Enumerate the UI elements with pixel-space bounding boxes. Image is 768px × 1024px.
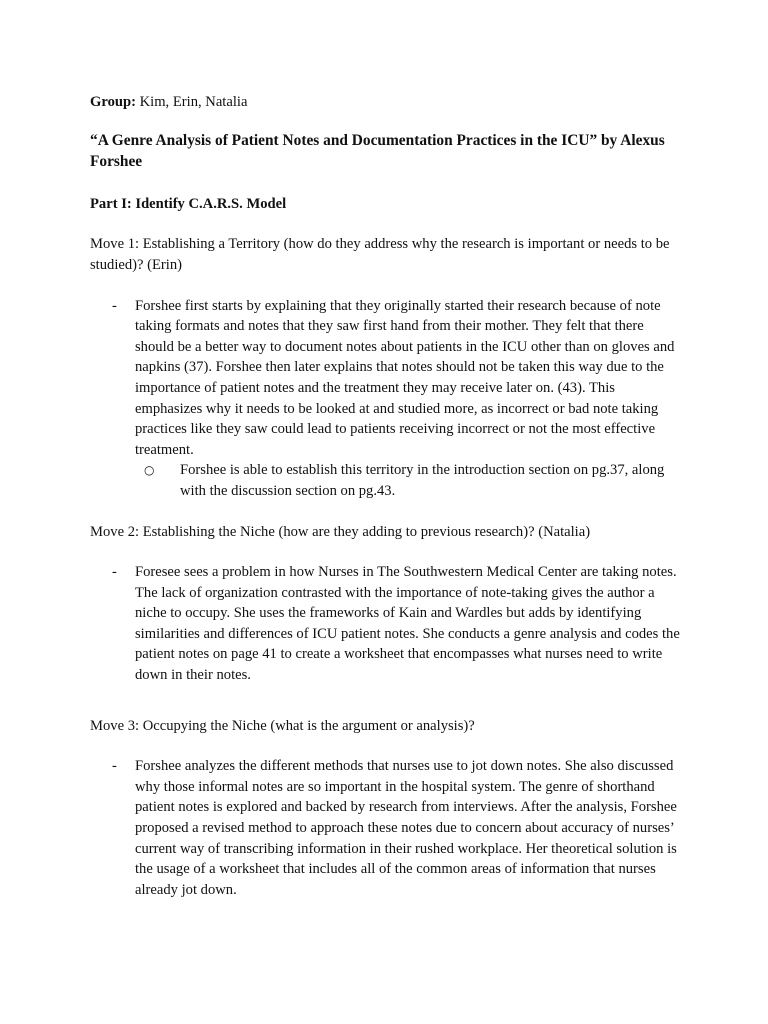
dash-bullet-marker: - xyxy=(112,297,117,314)
move-three-bullet xyxy=(90,756,680,900)
dash-bullet-marker: - xyxy=(112,758,117,775)
move-one-bullet-text: Forshee first starts by explaining that they originally started their research because of note taking formats and notes that they saw first hand from their mother. They felt that there should be a better way to document notes about patients in the ICU other than on gloves and napkins (37). Forshee then later explains that notes should not be taken this way due to the importance of patient notes and the treatment they may receive later on. (43). This emphasizes why it needs to be looked at and studied more, as incorrect or bad note taking practices like they saw could lead to patients receiving incorrect or not the most effective treatment. xyxy=(135,297,675,458)
move-one-bullet xyxy=(90,296,680,461)
move-one-sub-bullet xyxy=(90,460,680,501)
move-one-heading: Move 1: Establishing a Territory (how do they address why the research is important or needs to be studied)? (Erin) xyxy=(90,236,670,273)
move-one-sub-bullet-text: Forshee is able to establish this territory in the introduction section on pg.37, along with the discussion section on pg.43. xyxy=(180,462,665,499)
move-two-bullet-text: Foresee sees a problem in how Nurses in The Southwestern Medical Center are taking notes. The lack of organization contrasted with the importance of note-taking gives the author a niche to occupy. She uses the frameworks of Kain and Wardles but adds by identifying similarities and differences of ICU patient notes. She conducts a genre analysis and codes the patient notes on page 41 to create a worksheet that encompasses what nurses need to write down in their notes. xyxy=(135,564,680,684)
spacer xyxy=(90,502,680,522)
move-three-heading: Move 3: Occupying the Niche (what is the argument or analysis)? xyxy=(90,717,475,734)
group-line xyxy=(90,92,680,113)
move-two-heading: Move 2: Establishing the Niche (how are they adding to previous research)? (Natalia) xyxy=(90,523,591,540)
spacer xyxy=(90,686,680,716)
document-title: “A Genre Analysis of Patient Notes and Documentation Practices in the ICU” by Alexus Forshee xyxy=(90,131,665,171)
move-two-bullet xyxy=(90,562,680,686)
circle-bullet-marker: ○ xyxy=(144,463,155,478)
part-one-heading: Part I: Identify C.A.R.S. Model xyxy=(90,195,287,212)
document-page xyxy=(90,92,680,900)
move-three-bullet-text: Forshee analyzes the different methods that nurses use to jot down notes. She also discussed why those informal notes are so important in the hospital system. The genre of shorthand patient notes is explored and backed by research from interviews. After the analysis, Forshee proposed a revised method to approach these notes due to concern about accuracy of nurses’ current way of transcribing information in their rushed workplace. Her theoretical solution is the usage of a worksheet that includes all of the common areas of information that nurses already jot down. xyxy=(135,758,677,898)
group-label: Group: xyxy=(90,94,136,110)
group-members: Kim, Erin, Natalia xyxy=(135,94,248,110)
dash-bullet-marker: - xyxy=(112,564,117,581)
